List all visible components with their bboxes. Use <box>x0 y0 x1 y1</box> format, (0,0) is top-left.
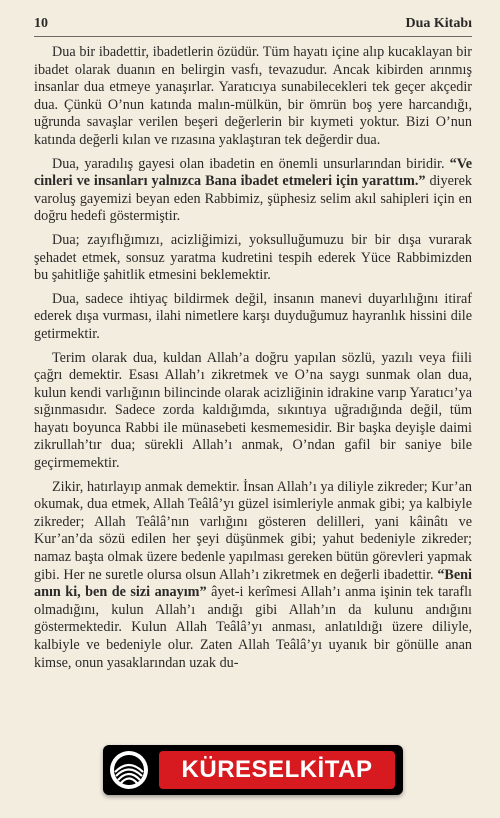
paragraph <box>34 44 472 150</box>
text-run: Dua bir ibadettir, ibadetlerin özüdür. Tüm hayatı içine alıp kucaklayan bir ibadet olarak duanın en belirgin vasfı, tevazudur. Ancak kibirden arınmış insanlar dua etmeye yanaşırlar. Yaratıcıya sunabilecekleri tek geçer akçedir dua. Çünkü O’nun katında malın-mülkün, bir ömrün boş yere harcandığı, uğrunda savaşlar verilen beşeri değerlerin bir kıymeti yoktur. Bizi O’nun katında değerli kılan ve rızasına yaklaştıran tek değerdir dua. <box>34 44 472 148</box>
text-run: Dua, sadece ihtiyaç bildirmek değil, insanın manevi duyarlılığını itiraf ederek dışa vurması, ilahi nimetlere karşı duyduğumuz hayranlık hissini dile getirmektir. <box>34 290 472 342</box>
quote-bold: “Ve cinleri ve insanları yalnızca Bana ibadet etmeleri için yarattım.” <box>34 155 472 190</box>
quote-bold: “Beni anın ki, ben de sizi anayım” <box>34 566 472 601</box>
page-header <box>34 14 472 37</box>
text-run: diyerek varoluş gayemizi beyan eden Rabbimiz, şüphesiz selim akıl sahipleri için en doğru hedefi göstermiştir. <box>34 173 472 225</box>
brand-name: KÜRESELKİTAP <box>159 751 395 789</box>
running-title: Dua Kitabı <box>405 16 472 31</box>
text-run: âyet-i kerîmesi Allah’ı anma işinin tek taraflı olmadığını, kulun Allah’ı andığı gibi Allah’ın da kulunu andığını göstermektedir. Kulun Allah Teâlâ’yı anması, anlatıldığı üzere diliyle, kalbiyle ve bedeniyle olur. Zaten Allah Teâlâ’yı uyanık bir gönülle anan kimse, onun yasaklarından uzak du- <box>34 584 472 671</box>
paragraph <box>34 479 472 673</box>
publisher-banner[interactable] <box>103 745 403 795</box>
paragraph <box>34 232 472 285</box>
page-number: 10 <box>34 16 48 31</box>
paragraph <box>34 156 472 226</box>
body-text <box>34 44 472 678</box>
kureselkitap-logo-icon <box>107 748 151 792</box>
text-run: Dua; zayıflığımızı, acizliğimizi, yoksulluğumuzu bir bir dışa vurarak şehadet etmek, sonsuz yaratma kudretini tespih ederek Yüce Rabbimizden bu şahitliğe şahitlik etmesini beklemektir. <box>34 231 472 284</box>
paragraph <box>34 291 472 344</box>
text-run: Zikir, hatırlayıp anmak demektir. İnsan Allah’ı ya diliyle zikreder; Kur’an okumak, dua etmek, Allah Teâlâ’yı güzel isimleriyle anmak gibi; ya kalbiyle zikreder; Allah Teâlâ’nın varlığını gösteren delilleri, yani kâinâtı ve Kur’an’da sözü edilen her şeyi düşünmek gibi; yahut bedeniyle zikreder; namaz başta olmak üzere bedenle yapılması gereken bütün görevleri yapmak gibi. Her ne suretle olursa olsun Allah’ı zikretmek en değerli ibadettir. <box>34 478 472 583</box>
text-run: Terim olarak dua, kuldan Allah’a doğru yapılan sözlü, yazılı veya fiili çağrı demektir. Esası Allah’ı zikretmek ve O’na saygı sunmak olan dua, kulun kendi varlığının bilincinde olarak acizliğinin idrakine varıp Yaratıcı’ya sığınmasıdır. Sadece zorda kaldığımda, sıkıntıya uğradığında değil, tüm hayatı boyunca Rabbi ile münasebeti kesmemesidir. Bir başka deyişle daimi zikrullah’tır dua; sürekli Allah’ı anmak, O’ndan gafil bir saniye bile geçirmemektir. <box>34 349 472 472</box>
paragraph <box>34 350 472 473</box>
text-run: Dua, yaradılış gayesi olan ibadetin en önemli unsurlarından biridir. <box>52 155 450 172</box>
